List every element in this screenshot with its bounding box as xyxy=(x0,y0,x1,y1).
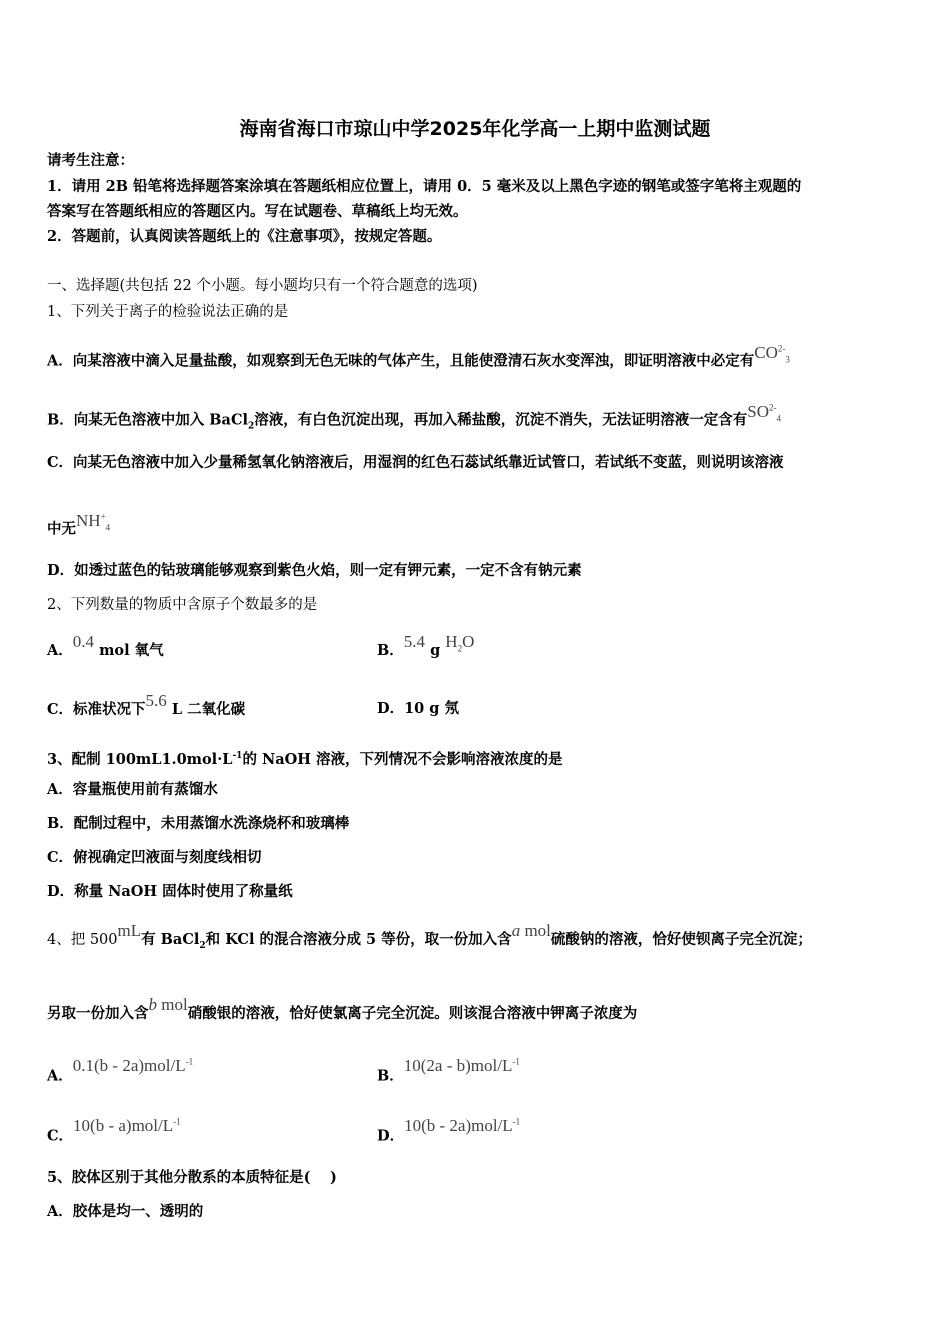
q1-option-a-text: A．向某溶液中滴入足量盐酸，如观察到无色无味的气体产生，且能使澄清石灰水变浑浊，即证明溶液中必定有 xyxy=(47,352,755,370)
notice-line-1a: 1．请用 2B 铅笔将选择题答案涂填在答题纸相应位置上，请用 0．5 毫米及以上黑色字迹的钢笔或签字笔将主观题的 xyxy=(47,178,802,195)
q2-option-d: D．10 g 氖 xyxy=(377,700,459,717)
q2-option-c: C．标准状况下5.6 L 二氧化碳 xyxy=(47,691,246,718)
q4-stem-line1: 4、把 500mL有 BaCl$_2$和 KCl 的混合溶液分成 5 等份，取一份加入含a mol硫酸钠的溶液，恰好使钡离子完全沉淀； xyxy=(47,921,812,951)
q1-option-c-ion: $NH^+_4$ xyxy=(76,510,111,533)
q3-option-c: C．俯视确定凹液面与刻度线相切 xyxy=(47,849,262,866)
q2-option-b-formula: $H_2O$ xyxy=(445,632,475,654)
q1-option-b-ion: $SO^{2-}_4$ xyxy=(747,401,782,424)
q1-option-c-line2: 中无$NH^+_4$ xyxy=(47,510,111,538)
q5-option-a: A．胶体是均一、透明的 xyxy=(47,1203,204,1220)
q5-stem: 5、胶体区别于其他分散系的本质特征是( ) xyxy=(47,1169,337,1186)
page-title: 海南省海口市琼山中学2025年化学高一上期中监测试题 xyxy=(239,118,711,140)
q3-stem: 3、配制 $100mL1.0mol\cdot L^{-1}$的 NaOH 溶液，下列情况不会影响溶液浓度的是 xyxy=(47,750,563,768)
q1-stem: 1、下列关于离子的检验说法正确的是 xyxy=(47,304,289,320)
q1-option-a-ion: $CO^{2-}_3$ xyxy=(754,342,790,365)
q1-option-c-line1: C．向某无色溶液中加入少量稀氢氧化钠溶液后，用湿润的红色石蕊试纸靠近试管口，若试纸不变蓝，则说明该溶液 xyxy=(47,454,784,471)
q3-option-a: A．容量瓶使用前有蒸馏水 xyxy=(47,781,218,798)
notice-line-1b: 答案写在答题纸相应的答题区内。写在试题卷、草稿纸上均无效。 xyxy=(47,203,468,220)
q2-option-b: B．5.4 g $H_2O$ xyxy=(377,632,475,659)
q4-option-c: C．$10(b - a)mol/L^{-1}$ xyxy=(47,1115,181,1145)
q1-option-b: B．向某无色溶液中加入 BaCl$_2$溶液，有白色沉淀出现，再加入稀盐酸，沉淀不消失，无法证明溶液一定含有$SO^{2-}_4$ xyxy=(47,401,782,432)
q4-option-b: B．$10(2a - b)mol/L^{-1}$ xyxy=(377,1055,520,1085)
q2-stem: 2、下列数量的物质中含原子个数最多的是 xyxy=(47,597,318,613)
q4-option-a: A．$0.1(b - 2a)mol/L^{-1}$ xyxy=(47,1055,194,1085)
q2-option-a: A．0.4 mol 氧气 xyxy=(47,632,164,659)
q3-option-d: D．称量 NaOH 固体时使用了称量纸 xyxy=(47,883,293,900)
q1-option-d: D．如透过蓝色的钴玻璃能够观察到紫色火焰，则一定有钾元素，一定不含有钠元素 xyxy=(47,562,582,579)
q3-option-b: B．配制过程中，未用蒸馏水洗涤烧杯和玻璃棒 xyxy=(47,815,350,832)
notice-line-2: 2．答题前，认真阅读答题纸上的《注意事项》，按规定答题。 xyxy=(47,228,442,245)
notice-heading: 请考生注意： xyxy=(47,152,134,169)
q4-stem-line2: 另取一份加入含b mol硝酸银的溶液，恰好使氯离子完全沉淀。则该混合溶液中钾离子浓度为 xyxy=(47,995,638,1022)
q1-option-a xyxy=(47,342,790,377)
q4-option-d: D．$10(b - 2a)mol/L^{-1}$ xyxy=(377,1115,521,1145)
section-heading: 一、选择题(共包括 22 个小题。每小题均只有一个符合题意的选项) xyxy=(47,278,478,294)
